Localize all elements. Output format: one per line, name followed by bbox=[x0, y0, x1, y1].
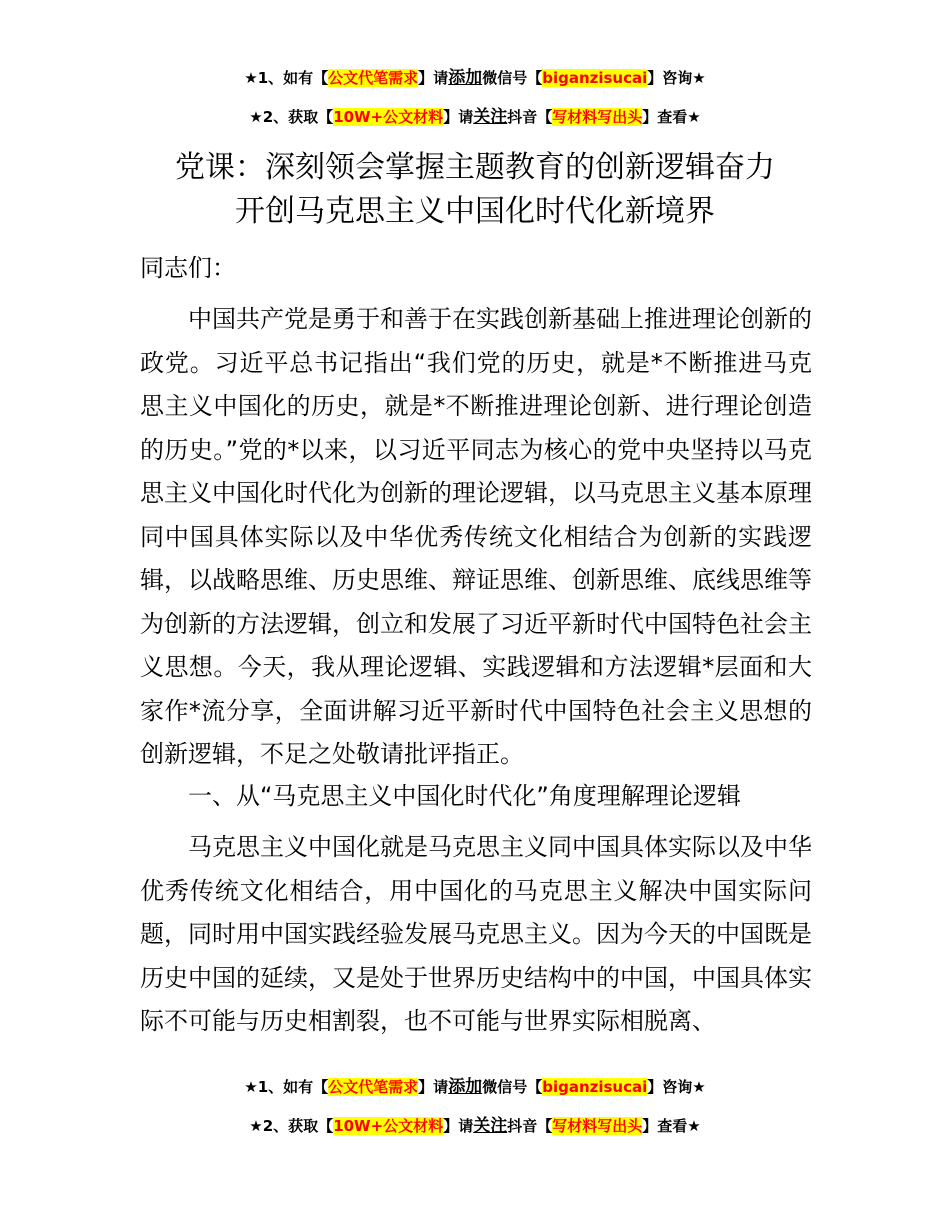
document-title-line-1: 党课：深刻领会掌握主题教育的创新逻辑奋力 bbox=[175, 150, 775, 185]
promo-banner-line-1 bbox=[0, 68, 950, 88]
banner-text: 】请 bbox=[418, 1078, 449, 1096]
section-heading-1: 一、从“马克思主义中国化时代化”角度理解理论逻辑 bbox=[188, 782, 741, 810]
banner-prefix: ★1、如有【 bbox=[244, 69, 329, 87]
promo-banner-line-2 bbox=[0, 107, 950, 127]
banner-highlight: 公文代笔需求 bbox=[328, 69, 419, 87]
banner-text: 微信号【 bbox=[482, 1078, 543, 1096]
banner-highlight: 公文代笔需求 bbox=[328, 1078, 419, 1096]
banner-highlight-douyin: 写材料写出头 bbox=[552, 1117, 643, 1135]
banner-underline: 关注 bbox=[473, 1116, 508, 1136]
paragraph-section-1: 马克思主义中国化就是马克思主义同中国具体实际以及中华优秀传统文化相结合，用中国化的马克思主义解决中国实际问题，同时用中国实践经验发展马克思主义。因为今天的中国既是历史中国的延续，又是处于世界历史结构中的中国，中国具体实际不可能与历史相割裂，也不可能与世界实际相脱离、 bbox=[140, 833, 812, 1035]
banner-underline: 添加 bbox=[448, 68, 483, 88]
banner-text: 微信号【 bbox=[482, 69, 543, 87]
banner-text: 】请 bbox=[443, 108, 474, 126]
banner-highlight-wechat: biganzisucai bbox=[542, 69, 648, 87]
banner-text: 抖音【 bbox=[507, 1117, 553, 1135]
banner-highlight-douyin: 写材料写出头 bbox=[552, 108, 643, 126]
banner-suffix: 】咨询★ bbox=[647, 1078, 706, 1096]
paragraph-intro: 中国共产党是勇于和善于在实践创新基础上推进理论创新的政党。习近平总书记指出“我们党的历史，就是*不断推进马克思主义中国化的历史，就是*不断推进理论创新、进行理论创造的历史。”党的*以来，以习近平同志为核心的党中央坚持以马克思主义中国化时代化为创新的理论逻辑，以马克思主义基本原理同中国具体实际以及中华优秀传统文化相结合为创新的实践逻辑，以战略思维、历史思维、辩证思维、创新思维、底线思维等为创新的方法逻辑，创立和发展了习近平新时代中国特色社会主义思想。今天，我从理论逻辑、实践逻辑和方法逻辑*层面和大家作*流分享，全面讲解习近平新时代中国特色社会主义思想的创新逻辑，不足之处敬请批评指正。 bbox=[140, 305, 812, 768]
banner-prefix: ★2、获取【 bbox=[249, 1117, 334, 1135]
banner-prefix: ★2、获取【 bbox=[249, 108, 334, 126]
banner-highlight: 10W+公文材料 bbox=[333, 1117, 444, 1135]
banner-underline: 添加 bbox=[448, 1077, 483, 1097]
document-title-line-2: 开创马克思主义中国化时代化新境界 bbox=[235, 194, 715, 229]
promo-banner-bottom-line-1 bbox=[0, 1077, 950, 1097]
banner-text: 】请 bbox=[443, 1117, 474, 1135]
banner-prefix: ★1、如有【 bbox=[244, 1078, 329, 1096]
promo-banner-bottom-line-2 bbox=[0, 1116, 950, 1136]
banner-highlight: 10W+公文材料 bbox=[333, 108, 444, 126]
banner-suffix: 】咨询★ bbox=[647, 69, 706, 87]
banner-text: 抖音【 bbox=[507, 108, 553, 126]
banner-suffix: 】查看★ bbox=[642, 108, 701, 126]
banner-highlight-wechat: biganzisucai bbox=[542, 1078, 648, 1096]
salutation: 同志们： bbox=[140, 254, 236, 282]
banner-suffix: 】查看★ bbox=[642, 1117, 701, 1135]
banner-text: 】请 bbox=[418, 69, 449, 87]
banner-underline: 关注 bbox=[473, 107, 508, 127]
